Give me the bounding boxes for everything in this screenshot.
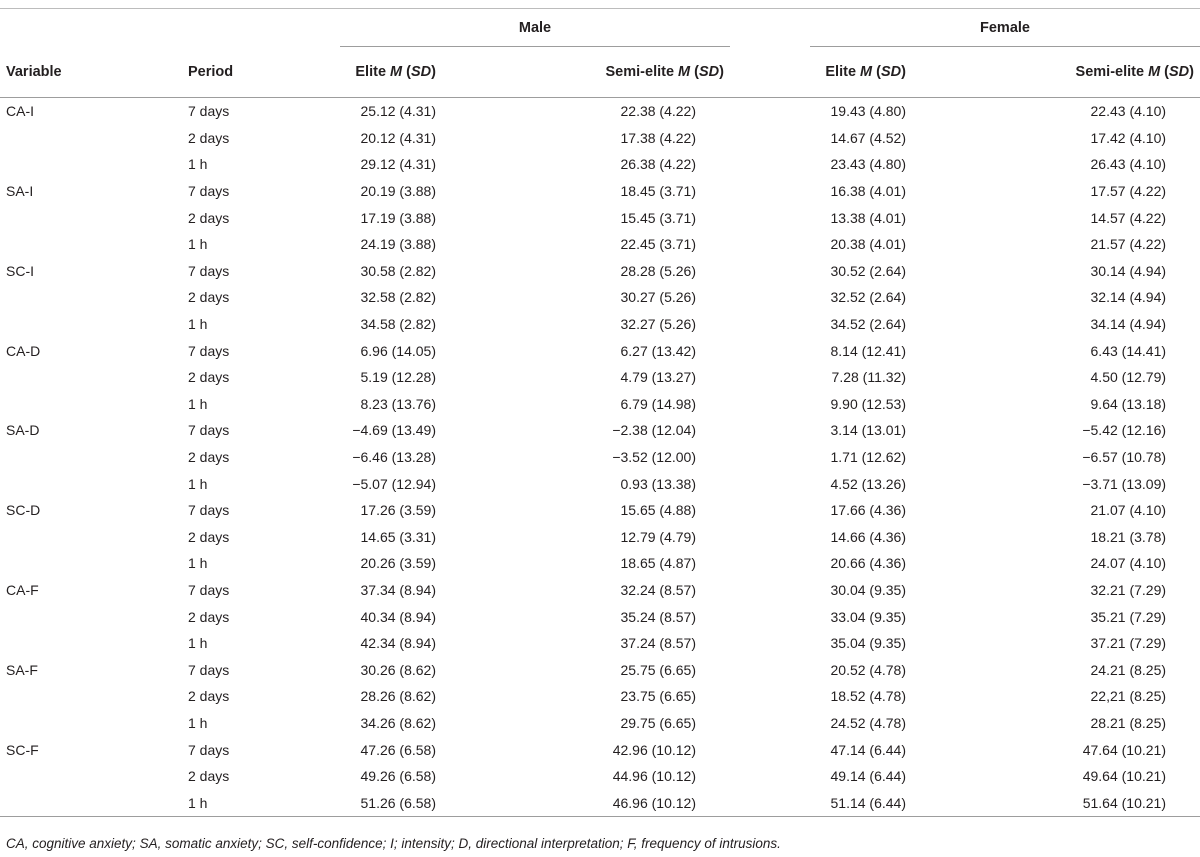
cell-male-elite: 20.12 (4.31): [360, 129, 436, 146]
cell-variable: [0, 763, 182, 790]
table-row: [0, 577, 1200, 604]
spacer-cell: [730, 444, 810, 471]
spacer-cell: [730, 683, 810, 710]
col-header-male-semi-elite: Semi-elite M (SD): [470, 47, 730, 98]
table-row: [0, 630, 1200, 657]
table-row: [0, 656, 1200, 683]
cell-female-elite: 24.52 (4.78): [830, 714, 906, 731]
cell-female-semi-elite: 21.57 (4.22): [1090, 236, 1167, 253]
cell-female-elite: 8.14 (12.41): [830, 342, 906, 359]
table-row: [0, 178, 1200, 205]
spacer-cell: [730, 470, 810, 497]
cell-male-elite: 28.26 (8.62): [360, 688, 436, 705]
cell-period: 1 h: [188, 714, 208, 731]
cell-period: 7 days: [188, 103, 230, 120]
spacer-cell: [730, 364, 810, 391]
cell-male-semi-elite: −2.38 (12.04): [612, 422, 696, 439]
cell-male-elite: 5.19 (12.28): [360, 369, 436, 386]
cell-variable: SC-I: [6, 262, 34, 279]
table-row: [0, 151, 1200, 178]
spacer-cell: [730, 577, 810, 604]
cell-male-elite: 20.26 (3.59): [360, 555, 436, 572]
cell-male-semi-elite: −3.52 (12.00): [612, 449, 696, 466]
table-row: [0, 763, 1200, 790]
cell-female-semi-elite: 24.21 (8.25): [1090, 661, 1167, 678]
cell-male-semi-elite: 32.24 (8.57): [620, 581, 696, 598]
table-row: [0, 789, 1200, 816]
cell-female-elite: 30.52 (2.64): [830, 262, 906, 279]
cell-male-semi-elite: 6.27 (13.42): [620, 342, 696, 359]
cell-variable: [0, 550, 182, 577]
cell-period: 1 h: [188, 635, 208, 652]
spacer-cell: [730, 497, 810, 524]
cell-male-semi-elite: 29.75 (6.65): [620, 714, 696, 731]
table-row: [0, 444, 1200, 471]
table-row: [0, 98, 1200, 125]
cell-female-semi-elite: 14.57 (4.22): [1090, 209, 1167, 226]
cell-male-semi-elite: 0.93 (13.38): [620, 475, 696, 492]
cell-variable: [0, 710, 182, 737]
cell-male-elite: 25.12 (4.31): [360, 103, 436, 120]
cell-male-semi-elite: 26.38 (4.22): [620, 156, 696, 173]
cell-variable: CA-D: [6, 342, 41, 359]
table-row: [0, 337, 1200, 364]
cell-variable: [0, 364, 182, 391]
cell-variable: [0, 683, 182, 710]
cell-variable: [0, 444, 182, 471]
col-header-male-elite: Elite M (SD): [340, 47, 470, 98]
cell-male-semi-elite: 44.96 (10.12): [612, 768, 696, 785]
cell-variable: [0, 603, 182, 630]
cell-female-semi-elite: 22.43 (4.10): [1090, 103, 1167, 120]
table-row: [0, 311, 1200, 338]
cell-male-elite: 14.65 (3.31): [360, 528, 436, 545]
cell-female-semi-elite: 35.21 (7.29): [1090, 608, 1167, 625]
cell-male-semi-elite: 32.27 (5.26): [620, 316, 696, 333]
spacer-cell: [730, 789, 810, 816]
cell-female-elite: 18.52 (4.78): [830, 688, 906, 705]
cell-male-elite: 6.96 (14.05): [360, 342, 436, 359]
spacer-cell: [730, 258, 810, 285]
cell-variable: [0, 391, 182, 418]
cell-male-semi-elite: 17.38 (4.22): [620, 129, 696, 146]
cell-female-semi-elite: −3.71 (13.09): [1082, 475, 1167, 492]
cell-male-semi-elite: 28.28 (5.26): [620, 262, 696, 279]
cell-male-elite: 34.26 (8.62): [360, 714, 436, 731]
cell-male-elite: 17.26 (3.59): [360, 502, 436, 519]
cell-period: 1 h: [188, 236, 208, 253]
spacer-cell: [730, 736, 810, 763]
cell-female-elite: 7.28 (11.32): [831, 369, 906, 386]
cell-variable: [0, 630, 182, 657]
cell-male-semi-elite: 23.75 (6.65): [620, 688, 696, 705]
spacer-cell: [730, 98, 810, 125]
cell-male-semi-elite: 6.79 (14.98): [620, 395, 696, 412]
spacer-cell: [730, 231, 810, 258]
spacer-cell: [730, 337, 810, 364]
cell-female-semi-elite: 22,21 (8.25): [1090, 688, 1167, 705]
cell-period: 7 days: [188, 741, 230, 758]
col-header-female-semi-elite: Semi-elite M (SD): [940, 47, 1200, 98]
cell-female-semi-elite: 47.64 (10.21): [1082, 741, 1167, 758]
cell-male-semi-elite: 37.24 (8.57): [620, 635, 696, 652]
cell-period: 7 days: [188, 262, 230, 279]
spacer-cell: [730, 284, 810, 311]
cell-male-elite: 40.34 (8.94): [360, 608, 436, 625]
spacer-cell: [730, 125, 810, 152]
spacer-cell: [730, 763, 810, 790]
data-table: [0, 8, 1200, 817]
table-row: [0, 524, 1200, 551]
cell-female-semi-elite: 30.14 (4.94): [1090, 262, 1167, 279]
cell-variable: SA-D: [6, 422, 40, 439]
table-row: [0, 603, 1200, 630]
cell-variable: CA-I: [6, 103, 34, 120]
cell-variable: [0, 204, 182, 231]
cell-female-elite: 9.90 (12.53): [830, 395, 906, 412]
cell-variable: [0, 284, 182, 311]
group-header-row: [0, 9, 1200, 48]
col-header-variable: Variable: [0, 47, 182, 98]
table-row: [0, 550, 1200, 577]
column-header-row: [0, 47, 1200, 98]
cell-female-elite: 32.52 (2.64): [830, 289, 906, 306]
spacer-cell: [730, 417, 810, 444]
cell-male-semi-elite: 35.24 (8.57): [620, 608, 696, 625]
cell-female-semi-elite: −6.57 (10.78): [1082, 449, 1167, 466]
cell-male-elite: 8.23 (13.76): [360, 395, 436, 412]
cell-male-elite: 37.34 (8.94): [360, 581, 436, 598]
cell-female-elite: 30.04 (9.35): [830, 581, 906, 598]
cell-female-elite: 34.52 (2.64): [830, 316, 906, 333]
cell-male-elite: 30.58 (2.82): [360, 262, 436, 279]
cell-male-elite: 32.58 (2.82): [360, 289, 436, 306]
table-row: [0, 284, 1200, 311]
cell-female-semi-elite: 37.21 (7.29): [1090, 635, 1167, 652]
cell-variable: SA-F: [6, 661, 38, 678]
table-row: [0, 683, 1200, 710]
table-body: [0, 98, 1200, 817]
cell-period: 2 days: [188, 608, 230, 625]
table-row: [0, 125, 1200, 152]
cell-variable: [0, 470, 182, 497]
spacer-cell: [730, 656, 810, 683]
table-row: [0, 470, 1200, 497]
cell-variable: CA-F: [6, 581, 39, 598]
cell-period: 7 days: [188, 342, 230, 359]
col-header-period: Period: [182, 47, 340, 98]
cell-female-semi-elite: 32.14 (4.94): [1090, 289, 1167, 306]
cell-female-elite: 13.38 (4.01): [830, 209, 906, 226]
cell-male-elite: 51.26 (6.58): [340, 789, 470, 816]
cell-period: 7 days: [188, 422, 230, 439]
cell-male-semi-elite: 22.38 (4.22): [620, 103, 696, 120]
cell-female-semi-elite: 4.50 (12.79): [1090, 369, 1167, 386]
cell-period: 7 days: [188, 183, 230, 200]
group-header-female: Female: [810, 9, 1200, 48]
cell-male-semi-elite: 42.96 (10.12): [612, 741, 696, 758]
cell-female-elite: 20.52 (4.78): [830, 661, 906, 678]
spacer-cell: [730, 603, 810, 630]
cell-male-semi-elite: 15.45 (3.71): [620, 209, 696, 226]
cell-female-semi-elite: 17.57 (4.22): [1090, 183, 1167, 200]
cell-male-semi-elite: 46.96 (10.12): [470, 789, 730, 816]
table-footnote: CA, cognitive anxiety; SA, somatic anxiety; SC, self-confidence; I; intensity; D, directional interpretation; F, frequency of intrusions.: [6, 836, 781, 851]
cell-period: 1 h: [188, 475, 208, 492]
cell-male-elite: 20.19 (3.88): [360, 183, 436, 200]
cell-female-semi-elite: 17.42 (4.10): [1090, 129, 1167, 146]
cell-variable: [0, 524, 182, 551]
cell-male-elite: 49.26 (6.58): [360, 768, 436, 785]
cell-female-elite: 35.04 (9.35): [830, 635, 906, 652]
cell-female-semi-elite: 51.64 (10.21): [940, 789, 1200, 816]
cell-female-elite: 4.52 (13.26): [830, 475, 906, 492]
cell-period: 1 h: [188, 395, 208, 412]
cell-female-elite: 23.43 (4.80): [830, 156, 906, 173]
cell-female-elite: 19.43 (4.80): [830, 103, 906, 120]
cell-variable: SC-D: [6, 502, 41, 519]
cell-variable: [0, 151, 182, 178]
cell-female-elite: 16.38 (4.01): [830, 183, 906, 200]
table-row: [0, 391, 1200, 418]
spacer-cell: [730, 311, 810, 338]
cell-male-elite: 24.19 (3.88): [360, 236, 436, 253]
cell-period: 1 h: [182, 789, 340, 816]
cell-female-elite: 20.38 (4.01): [830, 236, 906, 253]
cell-female-elite: 1.71 (12.62): [830, 449, 906, 466]
cell-period: 1 h: [188, 156, 208, 173]
group-header-male: Male: [340, 9, 730, 48]
cell-variable: [0, 311, 182, 338]
cell-male-elite: 17.19 (3.88): [360, 209, 436, 226]
cell-male-elite: −5.07 (12.94): [352, 475, 436, 492]
cell-variable: [0, 231, 182, 258]
table-row: [0, 497, 1200, 524]
cell-male-elite: 29.12 (4.31): [360, 156, 436, 173]
cell-period: 7 days: [188, 661, 230, 678]
table-row: [0, 204, 1200, 231]
table-row: [0, 364, 1200, 391]
cell-female-semi-elite: −5.42 (12.16): [1082, 422, 1167, 439]
spacer-cell: [730, 391, 810, 418]
cell-male-semi-elite: 12.79 (4.79): [620, 528, 696, 545]
cell-female-semi-elite: 49.64 (10.21): [1082, 768, 1167, 785]
cell-male-semi-elite: 4.79 (13.27): [620, 369, 696, 386]
cell-female-elite: 49.14 (6.44): [830, 768, 906, 785]
table-row: [0, 710, 1200, 737]
cell-female-elite: 3.14 (13.01): [830, 422, 906, 439]
table-row: [0, 258, 1200, 285]
cell-male-semi-elite: 22.45 (3.71): [620, 236, 696, 253]
spacer-cell: [730, 630, 810, 657]
cell-period: 2 days: [188, 129, 230, 146]
cell-male-semi-elite: 15.65 (4.88): [620, 502, 696, 519]
cell-period: 2 days: [188, 688, 230, 705]
cell-female-semi-elite: 32.21 (7.29): [1090, 581, 1167, 598]
cell-male-elite: 34.58 (2.82): [360, 316, 436, 333]
col-header-female-elite: Elite M (SD): [810, 47, 940, 98]
cell-female-elite: 14.66 (4.36): [830, 528, 906, 545]
cell-male-elite: −6.46 (13.28): [352, 449, 436, 466]
cell-female-semi-elite: 21.07 (4.10): [1090, 502, 1167, 519]
cell-female-elite: 17.66 (4.36): [830, 502, 906, 519]
cell-female-elite: 20.66 (4.36): [830, 555, 906, 572]
cell-female-elite: 51.14 (6.44): [810, 789, 940, 816]
cell-female-elite: 14.67 (4.52): [830, 129, 906, 146]
cell-male-elite: 30.26 (8.62): [360, 661, 436, 678]
cell-period: 1 h: [188, 316, 208, 333]
cell-male-semi-elite: 18.65 (4.87): [620, 555, 696, 572]
cell-variable: [0, 125, 182, 152]
cell-male-elite: 42.34 (8.94): [360, 635, 436, 652]
cell-male-semi-elite: 25.75 (6.65): [620, 661, 696, 678]
cell-period: 1 h: [188, 555, 208, 572]
cell-female-semi-elite: 34.14 (4.94): [1090, 316, 1167, 333]
table-row: [0, 231, 1200, 258]
spacer-cell: [730, 204, 810, 231]
cell-female-semi-elite: 18.21 (3.78): [1090, 528, 1167, 545]
cell-period: 2 days: [188, 289, 230, 306]
cell-period: 2 days: [188, 449, 230, 466]
cell-male-elite: −4.69 (13.49): [352, 422, 436, 439]
cell-variable: [0, 789, 182, 816]
cell-period: 2 days: [188, 768, 230, 785]
spacer-cell: [730, 524, 810, 551]
cell-period: 7 days: [188, 581, 230, 598]
cell-period: 2 days: [188, 209, 230, 226]
spacer-cell: [730, 550, 810, 577]
cell-female-semi-elite: 6.43 (14.41): [1090, 342, 1167, 359]
cell-female-semi-elite: 26.43 (4.10): [1090, 156, 1167, 173]
cell-variable: SC-F: [6, 741, 39, 758]
table-row: [0, 417, 1200, 444]
spacer-cell: [730, 710, 810, 737]
cell-male-elite: 47.26 (6.58): [360, 741, 436, 758]
cell-female-semi-elite: 9.64 (13.18): [1090, 395, 1167, 412]
cell-male-semi-elite: 18.45 (3.71): [620, 183, 696, 200]
cell-female-semi-elite: 24.07 (4.10): [1090, 555, 1167, 572]
cell-female-elite: 33.04 (9.35): [830, 608, 906, 625]
cell-female-semi-elite: 28.21 (8.25): [1090, 714, 1167, 731]
cell-period: 2 days: [188, 369, 230, 386]
cell-period: 2 days: [188, 528, 230, 545]
table-row: [0, 736, 1200, 763]
cell-period: 7 days: [188, 502, 230, 519]
cell-female-elite: 47.14 (6.44): [830, 741, 906, 758]
cell-variable: SA-I: [6, 183, 34, 200]
cell-male-semi-elite: 30.27 (5.26): [620, 289, 696, 306]
spacer-cell: [730, 178, 810, 205]
spacer-cell: [730, 151, 810, 178]
